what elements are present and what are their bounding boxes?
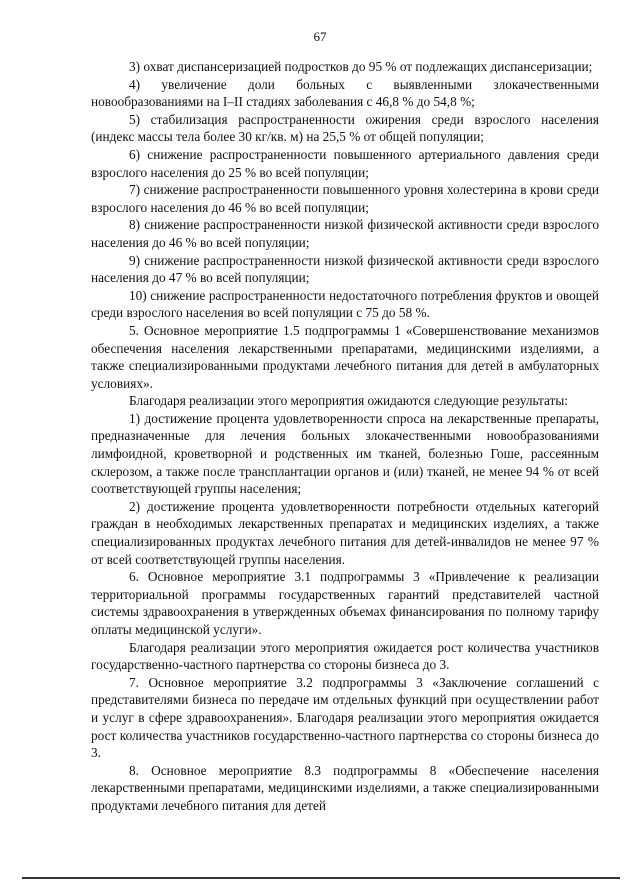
paragraph-measure-3-2: 7. Основное мероприятие 3.2 подпрограммы 3 «Заключение соглашений с представителями бизнеса по передаче им отдельных функций при осуществлении работ и услуг в сфере здравоохранения». Благодаря реализации этого мероприятия ожидается рост количества участников государственно-частного партнерства со стороны бизнеса до 3.: [91, 674, 599, 761]
paragraph-result-2: 2) достижение процента удовлетворенности потребности отдельных категорий граждан в необходимых лекарственных препаратах и медицинских изделиях, а также специализированных продуктах лечебного питания для детей-инвалидов не менее 97 % от всей соответствующей группы населения.: [91, 498, 599, 567]
paragraph-6-blood-pressure: 6) снижение распространенности повышенного артериального давления среди взрослого населения до 25 % во всей популяции;: [91, 146, 599, 180]
page-bottom-rule: [22, 877, 620, 879]
paragraph-9-physical-activity: 9) снижение распространенности низкой физической активности среди взрослого населения до 47 % во всей популяции;: [91, 252, 599, 286]
paragraph-3-dispensary-coverage: 3) охват диспансеризацией подростков до 95 % от подлежащих диспансеризации;: [129, 59, 593, 74]
page-number: 67: [313, 29, 327, 44]
paragraph-expected-results: Благодаря реализации этого мероприятия ожидаются следующие результаты:: [129, 393, 568, 409]
paragraph-measure-3-1-result: Благодаря реализации этого мероприятия ожидается рост количества участников государственно-частного партнерства со стороны бизнеса до 3.: [91, 639, 599, 673]
paragraph-4-cancer-early-detection: 4) увеличение доли больных с выявленными злокачественными новообразованиями на I–II стадиях заболевания с 46,8 % до 54,8 %;: [91, 76, 599, 110]
paragraph-8-physical-activity: 8) снижение распространенности низкой физической активности среди взрослого населения до 46 % во всей популяции;: [91, 217, 599, 250]
paragraph-5-obesity-stabilization: 5) стабилизация распространенности ожирения среди взрослого населения (индекс массы тела более 30 кг/кв. м) на 25,5 % от общей популяции;: [91, 111, 599, 145]
body-text: [91, 58, 599, 815]
paragraph-measure-1-5: 5. Основное мероприятие 1.5 подпрограммы 1 «Совершенствование механизмов обеспечения населения лекарственными препаратами, медицинскими изделиями, а также специализированными продуктами лечебного питания для детей в амбулаторных условиях».: [91, 322, 599, 391]
paragraph-7-cholesterol: 7) снижение распространенности повышенного уровня холестерина в крови среди взрослого населения до 46 % во всей популяции;: [91, 182, 599, 215]
paragraph-measure-8-3: 8. Основное мероприятие 8.3 подпрограммы 8 «Обеспечение населения лекарственными препаратами, медицинскими изделиями, а также специализированными продуктами лечебного питания для детей: [91, 762, 599, 813]
paragraph-result-1: 1) достижение процента удовлетворенности спроса на лекарственные препараты, предназначенные для лечения больных злокачественными новообразованиями лимфоидной, кроветворной и родственных им тканей, болезнью Гоше, рассеянным склерозом, а также после трансплантации органов и (или) тканей, не менее 94 % от всей соответствующей группы населения;: [91, 410, 599, 497]
paragraph-measure-3-1: 6. Основное мероприятие 3.1 подпрограммы 3 «Привлечение к реализации территориальной программы государственных гарантий представителей частной системы здравоохранения в утвержденных объемах финансирования по полному тарифу оплаты медицинской услуги».: [91, 569, 599, 637]
paragraph-10-fruit-vegetables: 10) снижение распространенности недостаточного потребления фруктов и овощей среди взрослого населения во всей популяции с 75 до 58 %.: [91, 287, 599, 321]
